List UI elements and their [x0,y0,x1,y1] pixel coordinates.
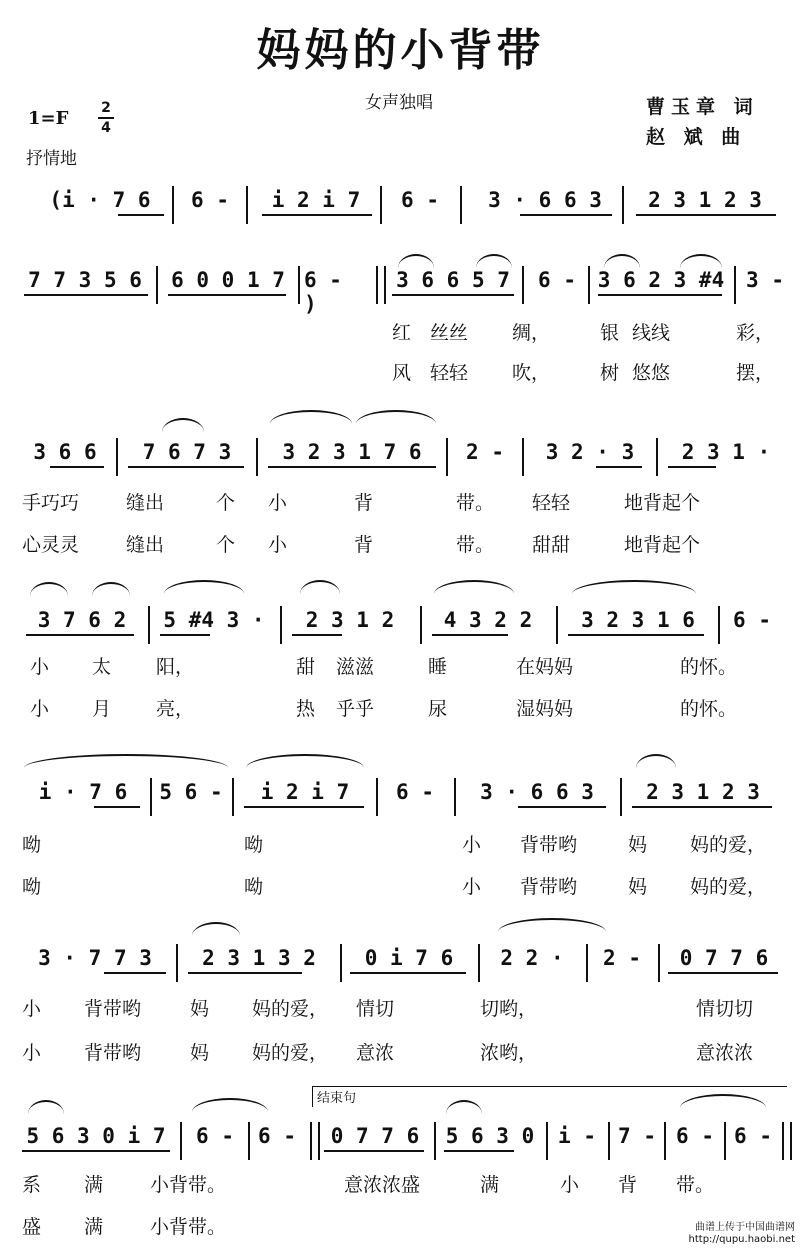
underline [128,466,244,468]
lyric-line-verse1 [0,652,801,678]
key-signature: 1=F [28,108,69,129]
barline [116,438,118,476]
measure [20,440,110,486]
lyric-line-verse1 [0,994,801,1020]
underline [392,294,514,296]
lyric: 乎乎 [336,698,375,720]
underline [596,466,642,468]
measure [730,1124,776,1170]
lyric: 小 [268,492,288,514]
lyric: 呦 [244,876,264,898]
lyric: 地背起个 [624,492,701,514]
barline [460,186,462,224]
lyric: 意浓浓 [696,1042,754,1064]
underline [94,806,140,808]
lyric: 呦 [22,834,42,856]
measure-notes: 6 - [734,1124,772,1148]
measure [462,780,612,826]
lyric: 背 [354,492,374,514]
measure [724,608,780,654]
lyric: 妈的爱， [690,834,767,856]
barline [522,266,524,304]
barline [434,1122,436,1160]
lyric-line-verse2 [0,530,801,556]
lyric: 背 [618,1174,638,1196]
barline [622,186,624,224]
lyric: 满 [84,1216,104,1238]
measure-notes: 0 7 7 6 [330,1124,420,1148]
subtitle: 女声独唱 [365,93,433,113]
measure-notes: 2 - [603,946,641,970]
barline [664,1122,666,1160]
lyric: 风 [392,362,412,384]
slur [572,580,696,594]
lyric: 心灵灵 [22,534,80,556]
slur [270,410,352,424]
underline [188,972,302,974]
lyric: 系 [22,1174,42,1196]
measure [484,946,580,992]
measure-notes: 7 6 7 3 [142,440,232,464]
lyric: 背带哟 [520,876,578,898]
barline [420,606,422,644]
measure [20,268,150,314]
underline [262,214,372,216]
barline [608,1122,610,1160]
measure-notes: 6 - [733,608,771,632]
lyric: 轻轻 [532,492,571,514]
lyric: 小背带。 [150,1216,227,1238]
lyric: 尿 [428,698,448,720]
underline [324,1150,424,1152]
lyric-line-verse2 [0,872,801,898]
lyric: 个 [216,492,236,514]
barline [232,778,234,816]
measure-notes: 3 6 2 3 #4 [597,268,725,292]
lyric: 盛 [22,1216,42,1238]
barline [478,944,480,982]
lyric: 意浓浓盛 [344,1174,421,1196]
barline [172,186,174,224]
measure-notes: 3 · 7 7 3 [38,946,152,970]
slur [30,582,68,596]
measure [528,268,586,314]
measure-notes: 2 3 1 2 3 [646,780,760,804]
underline [568,634,704,636]
measure-notes: 6 - [401,188,439,212]
barline [248,1122,250,1160]
barline [620,778,622,816]
underline [268,466,436,468]
underline [26,634,134,636]
measure-notes: 3 2 3 1 7 6 [282,440,422,464]
slur [604,254,640,268]
lyric-line-verse2 [0,694,801,720]
underline [520,214,612,216]
measure-notes: 2 2 · [500,946,564,970]
site-watermark [689,1222,795,1246]
measure-notes: 3 7 6 2 [37,608,127,632]
slur [476,254,512,268]
lyric: 银 [600,322,620,344]
lyric: 妈 [628,876,648,898]
barline [556,606,558,644]
barline [180,1122,182,1160]
lyric: 滋滋 [336,656,375,678]
coda-label: 结束句 [317,1091,357,1106]
lyric: 小背带。 [150,1174,227,1196]
tempo-marking: 抒情地 [26,149,77,169]
slur [680,254,722,268]
lyric: 切哟， [480,998,538,1020]
slur [192,1098,268,1112]
barline [724,1122,726,1160]
lyric: 亮， [156,698,195,720]
slur [636,754,676,768]
lyric: 个 [216,534,236,556]
lyric: 带。 [456,492,495,514]
lyric: 线线 [632,322,671,344]
lyric: 情切切 [696,998,754,1020]
watermark-line-2: http://qupu.haobi.net [688,1234,795,1245]
measure-notes: 2 3 1 · [681,440,771,464]
measure-notes: (i · 7 6 [49,188,151,212]
lyricist-credit: 曹玉章 词 [646,96,759,118]
barline [376,778,378,816]
measure [594,268,728,314]
barline [156,266,158,304]
underline [632,806,772,808]
lyric-line-verse1 [0,318,801,344]
barline [734,266,736,304]
underline [160,634,210,636]
lyric: 吹， [512,362,551,384]
barline [586,944,588,982]
lyric: 小 [268,534,288,556]
measure [388,268,518,314]
lyric: 带。 [456,534,495,556]
lyric: 摆， [736,362,775,384]
measure [184,946,334,992]
measure-notes: 6 - [258,1124,296,1148]
measure [252,1124,302,1170]
measure [384,780,446,826]
slur [28,1100,64,1114]
measure [304,268,364,314]
lyric: 小 [462,834,482,856]
measure [428,608,548,654]
lyric: 妈 [628,834,648,856]
barline [454,778,456,816]
underline [104,972,166,974]
measure-notes: i - [558,1124,596,1148]
slur [434,580,514,594]
slur [300,580,340,594]
measure [20,946,170,992]
underline [22,1150,170,1152]
lyric: 月 [92,698,112,720]
lyric: 妈的爱， [252,998,329,1020]
measure [18,1124,174,1170]
measure [664,440,788,486]
barline [546,1122,548,1160]
lyric-line-verse1 [0,830,801,856]
underline [636,214,776,216]
double-barline [376,266,386,304]
measure [440,1124,540,1170]
lyric: 小 [560,1174,580,1196]
measure [256,188,376,234]
barline [446,438,448,476]
measure [564,608,712,654]
slur [498,918,606,932]
measure-notes: 2 3 1 2 [305,608,395,632]
measure-notes: 0 7 7 6 [679,946,769,970]
underline [668,466,716,468]
measure [240,780,370,826]
slur [398,254,434,268]
page-title: 妈妈的小背带 [256,25,545,76]
measure-notes: 3 6 6 5 7 [396,268,510,292]
measure-notes: 3 · 6 6 3 [480,780,594,804]
barline [246,186,248,224]
lyric-line-verse2 [0,358,801,384]
barline [176,944,178,982]
lyric: 小 [30,698,50,720]
measure-notes: 6 0 0 1 7 [171,268,285,292]
measure-notes: 3 6 6 [33,440,97,464]
time-signature [98,100,114,136]
slur [92,582,130,596]
underline [518,806,606,808]
lyric: 小 [22,1042,42,1064]
underline [444,1150,514,1152]
lyric: 缝出 [126,492,165,514]
measure-notes: i · 7 6 [38,780,128,804]
time-signature-line [98,117,114,119]
watermark-line-1: 曲谱上传于中国曲谱网 [695,1222,795,1233]
lyric: 在妈妈 [516,656,574,678]
lyric: 呦 [244,834,264,856]
lyric: 热 [296,698,316,720]
barline [340,944,342,982]
measure-notes: 6 - [676,1124,714,1148]
measure [22,608,142,654]
lyric: 太 [92,656,112,678]
lyric: 满 [480,1174,500,1196]
lyric: 妈的爱， [690,876,767,898]
measure [20,780,146,826]
measure-notes: 2 - [466,440,504,464]
lyric: 背带哟 [84,1042,142,1064]
lyric: 手巧巧 [22,492,80,514]
barline [718,606,720,644]
barline [656,438,658,476]
slur [192,922,240,936]
measure [628,780,778,826]
lyric: 小 [22,998,42,1020]
lyric: 妈的爱， [252,1042,329,1064]
measure-notes: 4 3 2 2 [443,608,533,632]
measure [630,188,780,234]
measure [454,440,516,486]
measure [186,1124,244,1170]
measure-notes: 5 6 3 0 i 7 [26,1124,166,1148]
underline [432,634,508,636]
lyric: 呦 [22,876,42,898]
lyric: 树 [600,362,620,384]
measure [346,946,472,992]
lyric: 的怀。 [680,656,738,678]
lyric: 红 [392,322,412,344]
slur [162,418,204,432]
measure-notes: 3 - [746,268,784,292]
repeat-barline [310,1122,320,1160]
barline [280,606,282,644]
measure [156,780,226,826]
underline [244,806,364,808]
measure-notes: 0 i 7 6 [364,946,454,970]
measure [124,440,250,486]
time-signature-bottom: 4 [101,120,111,136]
measure [388,188,452,234]
lyric: 绸， [512,322,551,344]
measure-notes: 6 - [396,780,434,804]
lyric: 轻轻 [430,362,469,384]
underline [118,214,164,216]
final-barline [782,1122,792,1160]
measure-notes: 5 6 3 0 [445,1124,535,1148]
lyric: 背带哟 [520,834,578,856]
underline [168,294,286,296]
measure-notes: 6 - ) [304,268,342,316]
slur [164,580,244,594]
measure [288,608,412,654]
measure-notes: 6 - [196,1124,234,1148]
lyric: 浓哟， [480,1042,538,1064]
measure-notes: i 2 i 7 [260,780,350,804]
measure [264,440,440,486]
measure-notes: 5 #4 3 · [163,608,265,632]
lyric: 情切 [356,998,395,1020]
measure-notes: 3 2 · 3 [545,440,635,464]
measure-notes: 5 6 - [159,780,223,804]
lyric-line-verse2 [0,1212,801,1238]
time-signature-top: 2 [101,100,111,116]
lyric: 彩， [736,322,775,344]
barline [380,186,382,224]
underline [292,634,342,636]
lyric: 地背起个 [624,534,701,556]
measure [740,268,790,314]
lyric-line-verse2 [0,1038,801,1064]
measure-notes: 7 7 3 5 6 [28,268,142,292]
underline [598,294,722,296]
measure [530,440,650,486]
composer-credit: 赵 斌 曲 [646,126,747,148]
lyric: 小 [30,656,50,678]
underline [668,972,778,974]
lyric: 小 [462,876,482,898]
measure [164,268,292,314]
measure [552,1124,602,1170]
measure [180,188,240,234]
measure [592,946,652,992]
measure-notes: 6 - [191,188,229,212]
lyric: 意浓 [356,1042,395,1064]
lyric: 悠悠 [632,362,671,384]
barline [256,438,258,476]
lyric-line-verse1 [0,488,801,514]
measure [664,946,784,992]
lyric: 丝丝 [430,322,469,344]
underline [350,972,466,974]
lyric: 背带哟 [84,998,142,1020]
lyric: 睡 [428,656,448,678]
slur [24,754,228,768]
barline [298,266,300,304]
barline [588,266,590,304]
measure [320,1124,430,1170]
barline [658,944,660,982]
measure [156,608,272,654]
barline [150,778,152,816]
barline [148,606,150,644]
lyric: 带。 [676,1174,715,1196]
measure-notes: i 2 i 7 [271,188,361,212]
slur [246,754,364,768]
underline [50,466,104,468]
slur [356,410,436,424]
measure [30,188,170,234]
measure [670,1124,720,1170]
underline [24,294,148,296]
measure [470,188,620,234]
lyric: 妈 [190,998,210,1020]
measure [614,1124,660,1170]
measure-notes: 3 · 6 6 3 [488,188,602,212]
barline [522,438,524,476]
lyric: 满 [84,1174,104,1196]
measure-notes: 6 - [538,268,576,292]
lyric: 甜甜 [532,534,571,556]
measure-notes: 3 2 3 1 6 [581,608,695,632]
lyric: 阳， [156,656,195,678]
lyric: 缝出 [126,534,165,556]
measure-notes: 2 3 1 3 2 [202,946,316,970]
lyric: 妈 [190,1042,210,1064]
lyric: 背 [354,534,374,556]
measure-notes: 7 - [618,1124,656,1148]
lyric-line-verse1 [0,1170,801,1196]
lyric: 的怀。 [680,698,738,720]
measure-notes: 2 3 1 2 3 [648,188,762,212]
lyric: 湿妈妈 [516,698,574,720]
lyric: 甜 [296,656,316,678]
